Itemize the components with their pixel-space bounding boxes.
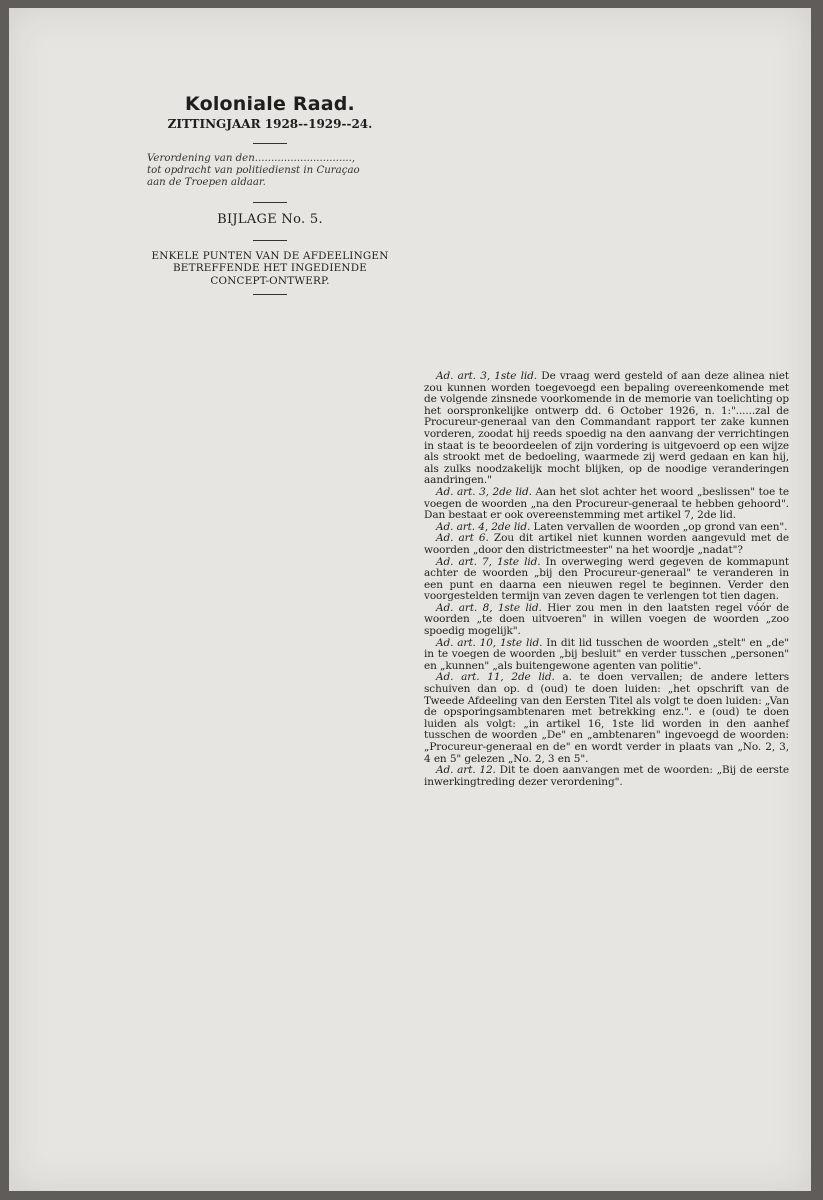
article-reference: Ad. art 6. (436, 532, 489, 545)
article-reference: Ad. art. 3, 1ste lid. (436, 370, 538, 382)
article-paragraph (424, 765, 789, 788)
paragraph-text: In overweging werd gegeven de kommapunt achter de woorden „bij den Procureur-generaal" te veranderen in een punt en daarna een nieuwen regel te beginnen. Verder den voorgestelden termijn van zeven dagen te verlengen tot tien dagen. (424, 555, 789, 603)
document-body (424, 371, 789, 788)
article-reference: Ad. art. 11, 2de lid. (436, 671, 555, 684)
article-reference: Ad. art. 4, 2de lid. (436, 520, 531, 533)
ordinance-line: tot opdracht van politiedienst in Curaçao (147, 165, 360, 177)
article-reference: Ad. art. 8, 1ste lid. (436, 601, 542, 614)
divider (253, 294, 287, 295)
article-reference: Ad. art. 3, 2de lid. (436, 485, 532, 498)
ordinance-line: aan de Troepen aldaar. (147, 177, 266, 189)
paragraph-text: Laten vervallen de woorden „op grond van een". (533, 520, 788, 533)
divider (253, 240, 287, 241)
annex-subject (139, 250, 401, 288)
paragraph-text: Zou dit artikel niet kunnen worden aangevuld met de woorden „door den districtmeester" na het woordje „nadat"? (424, 532, 789, 556)
ordinance-line: Verordening van den.............................., (147, 153, 356, 164)
annex-title: BIJLAGE No. 5. (217, 211, 323, 227)
paragraph-text: Hier zou men in den laatsten regel vóór de woorden „te doen uitvoeren" in willen voegen de woorden „zoo spoedig mogelijk". (424, 601, 789, 638)
document-page (9, 8, 811, 1191)
subject-line: BETREFFENDE HET INGEDIENDE (172, 262, 368, 275)
article-paragraph (424, 487, 789, 522)
paragraph-text: In dit lid tusschen de woorden „stelt" en „de" in te voegen de woorden „bij besluit" en verder tusschen „personen" en „kunnen" „als buitengewone agenten van politie". (424, 636, 789, 672)
paragraph-text: a. te doen vervallen; de andere letters schuiven dan op. d (oud) te doen luiden: „het opschrift van de Tweede Afdeeling van den Eersten Titel als volgt te doen luiden: „Van de opsporingsambtenaren met betrekking enz.". e (oud) te doen luiden als volgt: „in artikel 16, 1ste lid worden in den aanhef tusschen de woorden „De" en „ambtenaren" ingevoegd de woorden: „Procureur-generaal en de" en wordt verder in plaats van „No. 2, 3, 4 en 5" gelezen „No. 2, 3 en 5". (424, 671, 789, 765)
article-reference: Ad. art. 7, 1ste lid. (436, 555, 541, 568)
article-paragraph (424, 557, 789, 603)
ordinance-description (139, 153, 401, 190)
article-paragraph (424, 533, 789, 556)
paragraph-text: Dit te doen aanvangen met de woorden: „Bij de eerste inwerkingtreding dezer verordening". (424, 764, 789, 788)
article-paragraph (424, 672, 789, 765)
document-header (139, 93, 401, 304)
subject-line: CONCEPT-ONTWERP. (210, 274, 330, 287)
subject-line: ENKELE PUNTEN VAN DE AFDEELINGEN (151, 249, 389, 262)
article-paragraph (424, 603, 789, 638)
divider (253, 143, 287, 144)
divider (253, 202, 287, 203)
council-title: Koloniale Raad. (185, 93, 355, 115)
article-paragraph (424, 638, 789, 673)
session-year: ZITTINGJAAR 1928--1929--24. (167, 117, 373, 131)
article-paragraph (424, 371, 789, 487)
article-reference: Ad. art. 12. (436, 764, 496, 777)
article-reference: Ad. art. 10, 1ste lid. (436, 636, 543, 649)
paragraph-text: De vraag werd gesteld of aan deze alinea niet zou kunnen worden toegevoegd een bepaling overeenkomende met de volgende zinsnede voorkomende in de memorie van toelichting op het oorspronkelijke ontwerp dd. 6 October 1926, n. 1:"......zal de Procureur-generaal van den Commandant rapport ter zake kunnen vorderen, zoodat hij reeds spoedig na den aanvang der verrichtingen in staat is te beoordeelen of zijn vordering is uitgevoerd op een wijze als strookt met de bedoeling, waarmede zij werd gedaan en kan hij, als zulks noodzakelijk mocht blijken, op de noodige veranderingen aandringen." (424, 370, 789, 487)
paragraph-text: Aan het slot achter het woord „beslissen" toe te voegen de woorden „na den Procureur-generaal te hebben gehoord". Dan bestaat er ook overeenstemming met artikel 7, 2de lid. (424, 485, 789, 522)
